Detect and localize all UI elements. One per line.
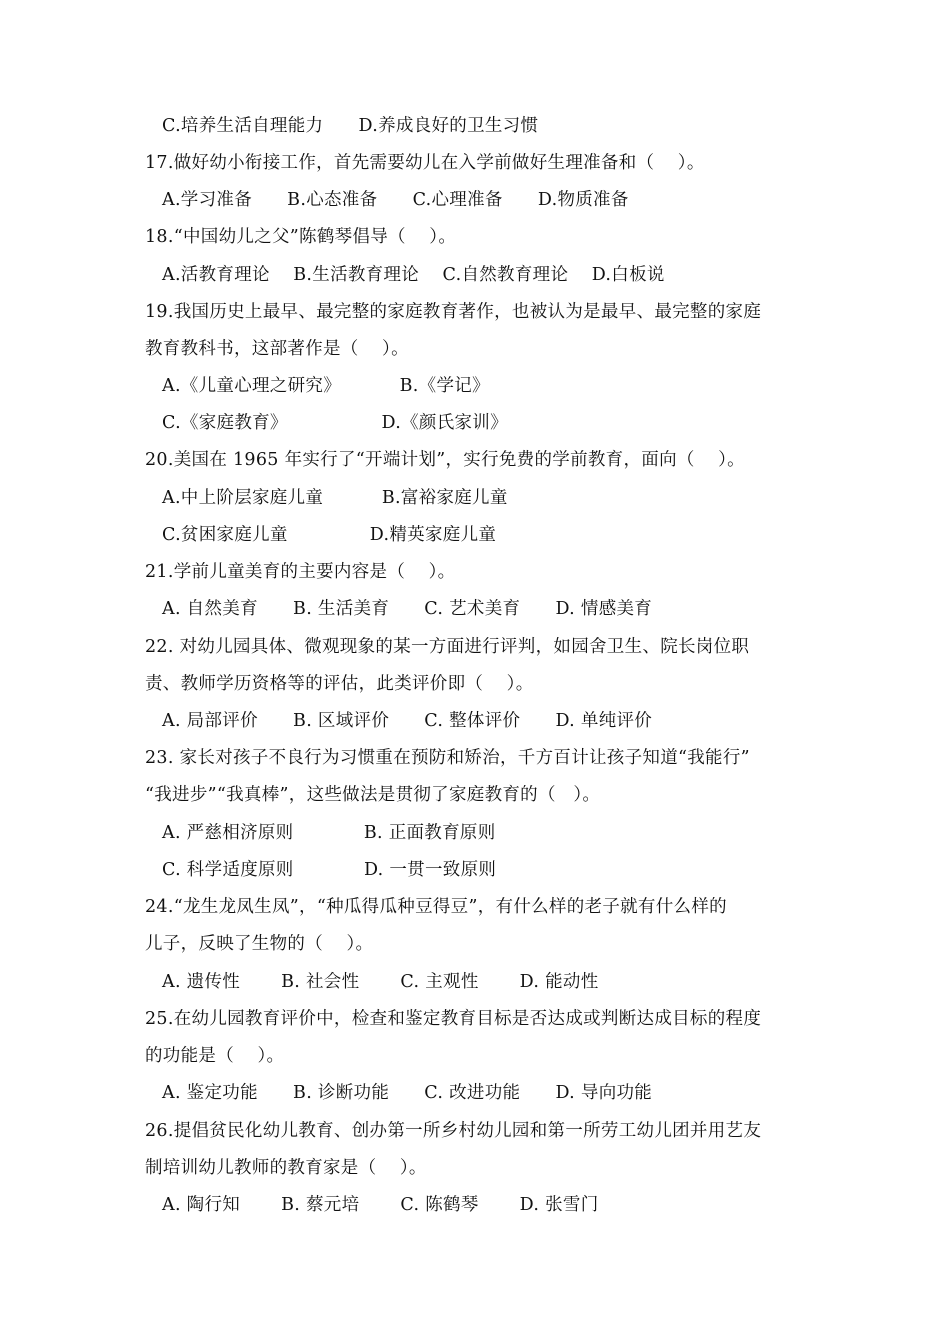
text-line: A. 陶行知 B. 蔡元培 C. 陈鹤琴 D. 张雪门: [162, 1195, 599, 1215]
text-line: 制培训幼儿教师的教育家是（ ）。: [145, 1158, 427, 1178]
text-line: A. 局部评价 B. 区域评价 C. 整体评价 D. 单纯评价: [162, 711, 653, 731]
text-line: 的功能是（ ）。: [145, 1046, 285, 1066]
text-line: 教育教科书，这部著作是（ ）。: [145, 339, 409, 359]
text-line: 25.在幼儿园教育评价中，检查和鉴定教育目标是否达成或判断达成目标的程度: [145, 1009, 762, 1029]
text-line: A.《儿童心理之研究》 B.《学记》: [162, 376, 490, 396]
text-line: A.中上阶层家庭儿童 B.富裕家庭儿童: [162, 488, 508, 508]
text-line: 儿子，反映了生物的（ ）。: [145, 934, 374, 954]
text-line: 24.“龙生龙凤生凤”，“种瓜得瓜种豆得豆”，有什么样的老子就有什么样的: [145, 897, 727, 917]
text-line: “我进步”“我真棒”，这些做法是贯彻了家庭教育的（ ）。: [145, 785, 601, 805]
text-line: A.学习准备 B.心态准备 C.心理准备 D.物质准备: [162, 190, 629, 210]
text-line: A. 遗传性 B. 社会性 C. 主观性 D. 能动性: [162, 972, 599, 992]
text-line: 20.美国在 1965 年实行了“开端计划”，实行免费的学前教育，面向（ ）。: [145, 450, 745, 470]
text-line: 23. 家长对孩子不良行为习惯重在预防和矫治，千方百计让孩子知道“我能行”: [145, 748, 750, 768]
text-line: 22. 对幼儿园具体、微观现象的某一方面进行评判，如园舍卫生、院长岗位职: [145, 637, 750, 657]
text-line: A. 严慈相济原则 B. 正面教育原则: [162, 823, 496, 843]
text-line: 19.我国历史上最早、最完整的家庭教育著作，也被认为是最早、最完整的家庭: [145, 302, 762, 322]
text-line: C.贫困家庭儿童 D.精英家庭儿童: [162, 525, 497, 545]
text-line: 21.学前儿童美育的主要内容是（ ）。: [145, 562, 456, 582]
text-line: A. 鉴定功能 B. 诊断功能 C. 改进功能 D. 导向功能: [162, 1083, 653, 1103]
text-line: C.培养生活自理能力 D.养成良好的卫生习惯: [162, 116, 539, 136]
text-line: 17.做好幼小衔接工作，首先需要幼儿在入学前做好生理准备和（ ）。: [145, 153, 705, 173]
text-line: 18.“中国幼儿之父”陈鹤琴倡导（ ）。: [145, 227, 457, 247]
text-line: C. 科学适度原则 D. 一贯一致原则: [162, 860, 497, 880]
text-line: 26.提倡贫民化幼儿教育、创办第一所乡村幼儿园和第一所劳工幼儿团并用艺友: [145, 1121, 762, 1141]
text-line: C.《家庭教育》 D.《颜氏家训》: [162, 413, 508, 433]
text-line: 责、教师学历资格等的评估，此类评价即（ ）。: [145, 674, 534, 694]
text-line: A.活教育理论 B.生活教育理论 C.自然教育理论 D.白板说: [162, 265, 665, 285]
text-line: A. 自然美育 B. 生活美育 C. 艺术美育 D. 情感美育: [162, 599, 653, 619]
